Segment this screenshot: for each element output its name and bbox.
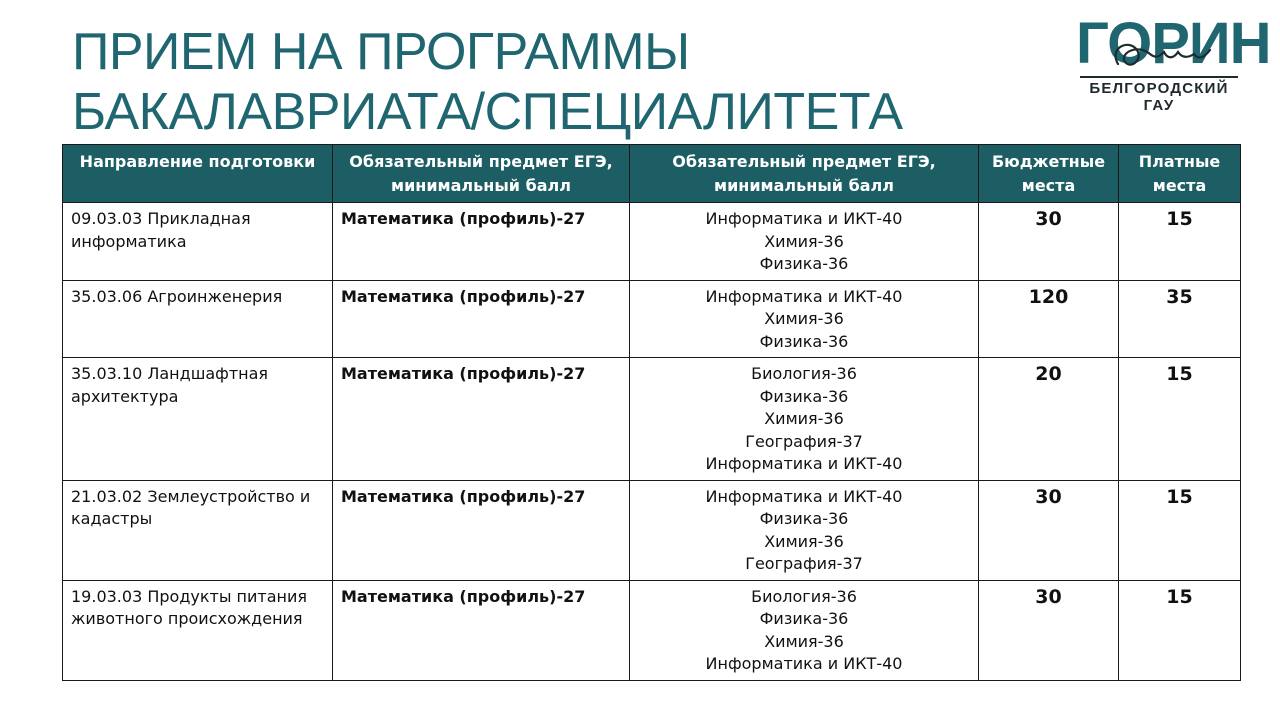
budget-places-cell: 30 bbox=[979, 203, 1119, 281]
optional-subject: Биология-36 bbox=[751, 364, 857, 383]
optional-subject: Физика-36 bbox=[759, 509, 849, 528]
table-row bbox=[63, 580, 1241, 680]
optional-subject: Информатика и ИКТ-40 bbox=[705, 286, 903, 306]
optional-subjects-cell bbox=[630, 580, 979, 680]
table-row bbox=[63, 480, 1241, 580]
header-optional-subject: Обязательный предмет ЕГЭ, минимальный балл bbox=[630, 145, 979, 203]
logo-subtitle: БЕЛГОРОДСКИЙ ГАУ bbox=[1089, 80, 1229, 114]
optional-subject: Химия-36 bbox=[764, 631, 844, 651]
optional-subject: Информатика и ИКТ-40 bbox=[705, 209, 903, 228]
optional-subject: Физика-36 bbox=[759, 386, 849, 406]
table-header-row bbox=[63, 145, 1241, 203]
page-title-line-2: БАКАЛАВРИАТА/СПЕЦИАЛИТЕТА bbox=[72, 83, 903, 141]
optional-subject: Физика-36 bbox=[759, 254, 849, 273]
direction-cell: 09.03.03 Прикладная информатика bbox=[63, 203, 333, 281]
table-row bbox=[63, 358, 1241, 481]
paid-places-cell: 15 bbox=[1119, 580, 1241, 680]
table-row bbox=[63, 280, 1241, 358]
paid-places-cell: 15 bbox=[1119, 203, 1241, 281]
required-subject-cell: Математика (профиль)-27 bbox=[333, 580, 630, 680]
programs-table bbox=[62, 144, 1241, 681]
required-subject-cell: Математика (профиль)-27 bbox=[333, 358, 630, 481]
budget-places-cell: 30 bbox=[979, 580, 1119, 680]
optional-subject: Физика-36 bbox=[759, 331, 849, 351]
budget-places-cell: 30 bbox=[979, 480, 1119, 580]
optional-subject: География-37 bbox=[745, 554, 863, 573]
optional-subject: Информатика и ИКТ-40 bbox=[705, 486, 903, 506]
required-subject-cell: Математика (профиль)-27 bbox=[333, 203, 630, 281]
direction-cell: 19.03.03 Продукты питания животного происхождения bbox=[63, 580, 333, 680]
optional-subjects-cell bbox=[630, 203, 979, 281]
paid-places-cell: 15 bbox=[1119, 480, 1241, 580]
budget-places-cell: 120 bbox=[979, 280, 1119, 358]
page-title-line-1: ПРИЕМ НА ПРОГРАММЫ bbox=[72, 23, 690, 81]
page-title bbox=[72, 22, 903, 142]
table-row bbox=[63, 203, 1241, 281]
optional-subjects-cell bbox=[630, 480, 979, 580]
optional-subject: Химия-36 bbox=[764, 409, 844, 428]
header-direction: Направление подготовки bbox=[63, 145, 333, 203]
required-subject-cell: Математика (профиль)-27 bbox=[333, 480, 630, 580]
paid-places-cell: 15 bbox=[1119, 358, 1241, 481]
optional-subjects-cell bbox=[630, 280, 979, 358]
direction-cell: 35.03.10 Ландшафтная архитектура bbox=[63, 358, 333, 481]
optional-subject: География-37 bbox=[745, 431, 863, 451]
header-budget-places: Бюджетные места bbox=[979, 145, 1119, 203]
required-subject-cell: Математика (профиль)-27 bbox=[333, 280, 630, 358]
header-paid-places: Платные места bbox=[1119, 145, 1241, 203]
logo-divider bbox=[1080, 76, 1238, 78]
optional-subject: Химия-36 bbox=[764, 531, 844, 551]
optional-subjects-cell bbox=[630, 358, 979, 481]
logo-wordmark: ГОРИН bbox=[1076, 11, 1271, 76]
header-required-subject: Обязательный предмет ЕГЭ, минимальный балл bbox=[333, 145, 630, 203]
optional-subject: Физика-36 bbox=[759, 609, 849, 628]
optional-subject: Химия-36 bbox=[764, 309, 844, 328]
budget-places-cell: 20 bbox=[979, 358, 1119, 481]
paid-places-cell: 35 bbox=[1119, 280, 1241, 358]
direction-cell: 21.03.02 Землеустройство и кадастры bbox=[63, 480, 333, 580]
optional-subject: Информатика и ИКТ-40 bbox=[705, 654, 903, 673]
signature-icon bbox=[1098, 34, 1218, 74]
direction-cell: 35.03.06 Агроинженерия bbox=[63, 280, 333, 358]
optional-subject: Биология-36 bbox=[751, 586, 857, 606]
optional-subject: Информатика и ИКТ-40 bbox=[705, 454, 903, 473]
optional-subject: Химия-36 bbox=[764, 231, 844, 251]
university-logo bbox=[1076, 11, 1271, 114]
